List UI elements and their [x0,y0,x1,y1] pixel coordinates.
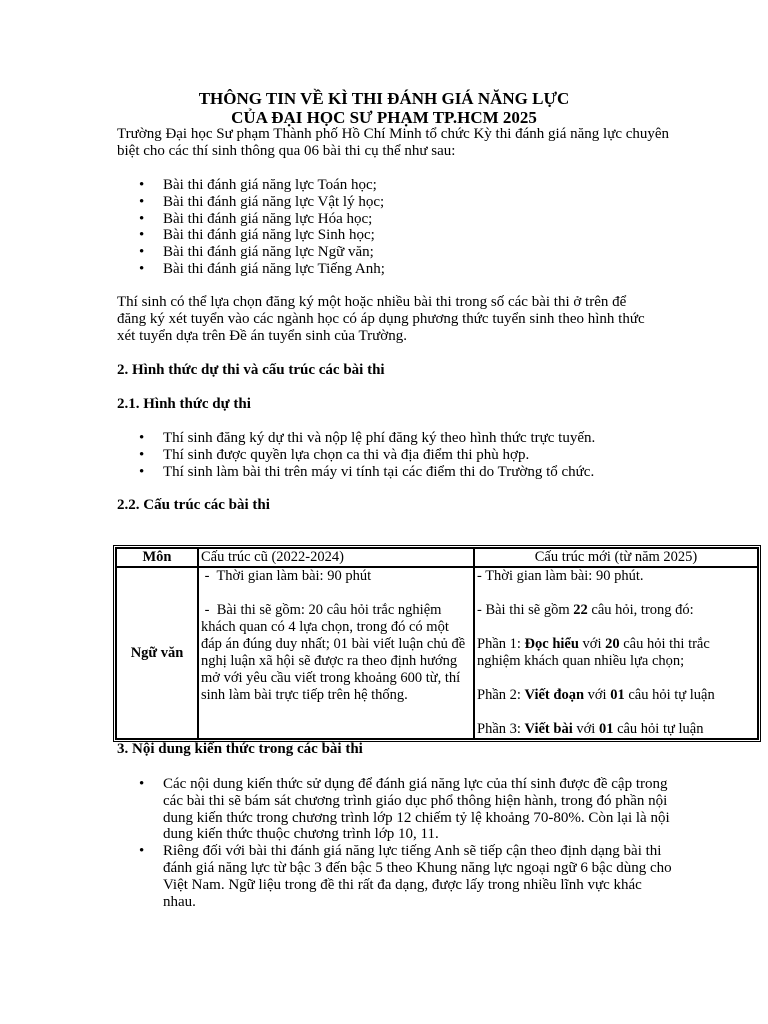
list-item: • Bài thi đánh giá năng lực Sinh học; [117,227,677,244]
total-question-count: 22 [573,602,588,618]
list-item: • Bài thi đánh giá năng lực Vật lý học; [117,194,677,211]
column-header-old-structure: Cấu trúc cũ (2022-2024) [198,548,474,567]
subject-cell: Ngữ văn [116,567,198,739]
list-item: • Bài thi đánh giá năng lực Tiếng Anh; [117,261,677,278]
table-row [116,567,758,739]
list-item: • Thí sinh đăng ký dự thi và nộp lệ phí đăng ký theo hình thức trực tuyến. [117,430,677,447]
list-item: • Các nội dung kiến thức sử dụng để đánh giá năng lực của thí sinh được đề cập trong các bài thi sẽ bám sát chương trình giáo dục phổ thông hiện hành, trong đó phần nội dung kiến thức trong chương trình lớp 12 chiếm tỷ lệ khoảng 70-80%. Còn lại là nội dung kiến thức thuộc chương trình lớp 10, 11. [117,776,677,843]
column-header-new-structure: Cấu trúc mới (từ năm 2025) [474,548,758,567]
section-heading-3: 3. Nội dung kiến thức trong các bài thi [117,741,363,757]
old-content-text: - Bài thi sẽ gồm: 20 câu hỏi trắc nghiệm khách quan có 4 lựa chọn, trong đó có một đáp án đúng duy nhất; 01 bài viết luận chủ đề nghị luận xã hội sẽ được ra theo định hướng mở với yêu cầu viết trong khoảng 600 từ, thí sinh làm bài trực tiếp trên hệ thống. [201,602,469,703]
section-heading-2-1: 2.1. Hình thức dự thi [117,396,251,412]
table-header-row [116,548,758,567]
old-time-text: - Thời gian làm bài: 90 phút [201,568,372,584]
list-item: • Thí sinh làm bài thi trên máy vi tính tại các điểm thi do Trường tổ chức. [117,464,677,481]
list-item: • Bài thi đánh giá năng lực Toán học; [117,177,677,194]
new-time-text: - Thời gian làm bài: 90 phút. [477,568,644,584]
section-heading-2-2: 2.2. Cấu trúc các bài thi [117,497,270,513]
document-title-line-1: THÔNG TIN VỀ KÌ THI ĐÁNH GIÁ NĂNG LỰC [198,89,570,108]
list-item: • Riêng đối với bài thi đánh giá năng lực tiếng Anh sẽ tiếp cận theo định dạng bài thi đánh giá năng lực từ bậc 3 đến bậc 5 theo Khung năng lực ngoại ngữ 6 bậc dùng cho Việt Nam. Ngữ liệu trong đề thi rất đa dạng, được lấy trong nhiều lĩnh vực khác nhau. [117,843,677,910]
exam-form-list [117,430,677,480]
column-header-subject: Môn [116,548,198,567]
part-1-text: Phần 1: Đọc hiểu với 20 câu hỏi thi trắc nghiệm khách quan nhiều lựa chọn; [477,636,714,669]
list-item: • Bài thi đánh giá năng lực Ngữ văn; [117,244,677,261]
test-list [117,177,677,278]
section-heading-2: 2. Hình thức dự thi và cấu trúc các bài thi [117,362,385,378]
new-structure-cell [474,567,758,739]
content-list [117,776,677,910]
part-3-text: Phần 3: Viết bài với 01 câu hỏi tự luận [477,721,704,737]
part-2-text: Phần 2: Viết đoạn với 01 câu hỏi tự luận [477,687,715,703]
new-total-text: - Bài thi sẽ gồm 22 câu hỏi, trong đó: [477,602,694,618]
list-item: • Thí sinh được quyền lựa chọn ca thi và địa điểm thi phù hợp. [117,447,677,464]
list-item: • Bài thi đánh giá năng lực Hóa học; [117,211,677,228]
choice-paragraph: Thí sinh có thể lựa chọn đăng ký một hoặc nhiều bài thi trong số các bài thi ở trên để đăng ký xét tuyển vào các ngành học có áp dụng phương thức tuyển sinh theo hình thức xét tuyển dựa trên Đề án tuyển sinh của Trường. [117,294,645,344]
document-title-line-2: CỦA ĐẠI HỌC SƯ PHẠM TP.HCM 2025 [231,108,537,127]
old-structure-cell [198,567,474,739]
intro-paragraph: Trường Đại học Sư phạm Thành phố Hồ Chí Minh tổ chức Kỳ thi đánh giá năng lực chuyên biệt cho các thí sinh thông qua 06 bài thi cụ thể như sau: [117,126,670,159]
structure-table [115,547,759,740]
